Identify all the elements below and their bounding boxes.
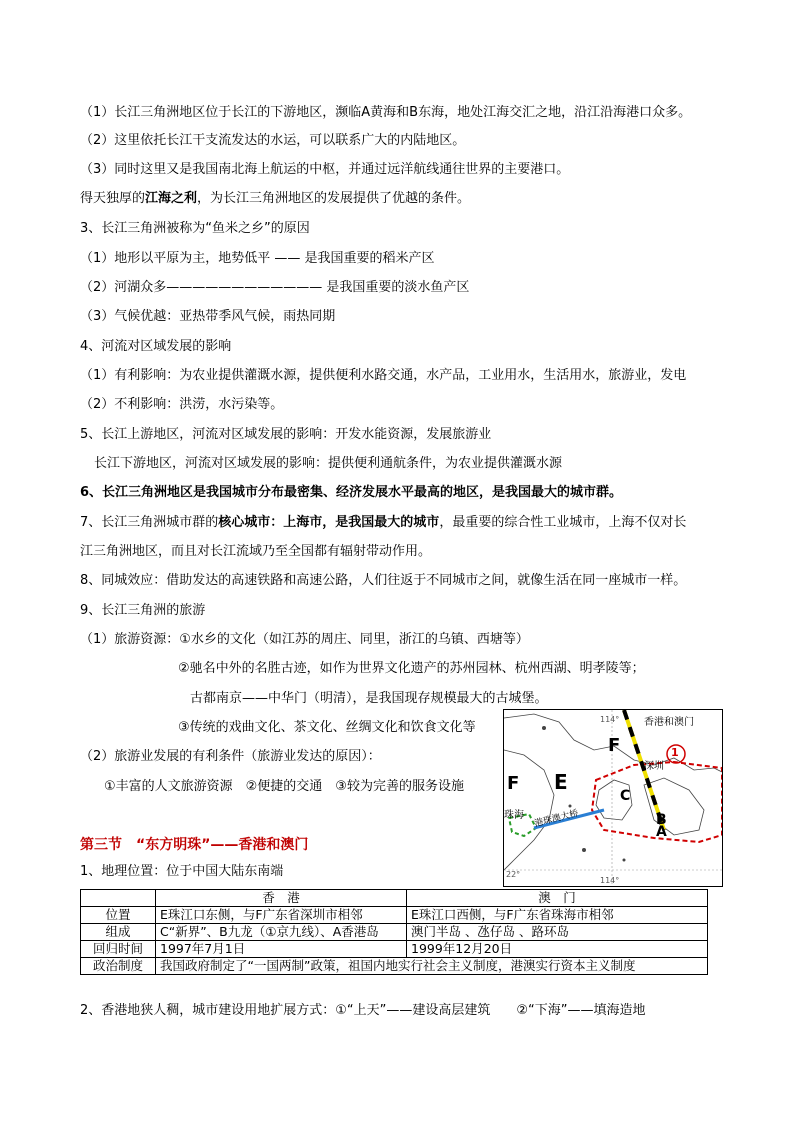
table-header: 澳 门: [407, 890, 708, 907]
map-title: 香港和澳门: [644, 717, 694, 728]
table-cell: 回归时间: [81, 941, 156, 958]
table-row: [81, 907, 708, 924]
table-cell: 澳门半岛 、氹仔岛 、路环岛: [407, 924, 708, 941]
table-cell: E珠江口西侧，与F广东省珠海市相邻: [407, 907, 708, 924]
table-cell: E珠江口东侧，与F广东省深圳市相邻: [156, 907, 407, 924]
text-line: （2）旅游业发展的有利条件（旅游业发达的原因）：: [80, 749, 381, 764]
table-row: [81, 924, 708, 941]
text-line: （3）气候优越：亚热带季风气候，雨热同期: [80, 309, 336, 324]
heading-9: 9、长江三角洲的旅游: [80, 603, 206, 618]
heading-6: 6、长江三角洲地区是我国城市分布最密集、经济发展水平最高的地区，是我国最大的城市群。: [80, 485, 623, 500]
text-line: 江三角洲地区，而且对长江流域乃至全国都有辐射带动作用。: [80, 544, 432, 559]
text-line: （2）不利影响：洪涝，水污染等。: [80, 397, 284, 412]
text-line: （1）地形以平原为主，地势低平 —— 是我国重要的稻米产区: [80, 251, 435, 266]
label-F: F: [507, 773, 520, 794]
text-line: 8、同城效应：借助发达的高速铁路和高速公路，人们往返于不同城市之间，就像生活在同一座城市一样。: [80, 573, 687, 588]
hk-macau-map: [503, 709, 723, 887]
longitude-label: 114°: [600, 876, 620, 885]
table-cell: 1999年12月20日: [407, 941, 708, 958]
table-cell: 1997年7月1日: [156, 941, 407, 958]
text-line: （2）这里依托长江干支流发达的水运，可以联系广大的内陆地区。: [80, 133, 466, 148]
hk-macau-table: [80, 889, 708, 975]
label-E: E: [554, 770, 568, 794]
table-cell: 位置: [81, 907, 156, 924]
text-line: ②驰名中外的名胜古迹，如作为世界文化遗产的苏州园林、杭州西湖、明孝陵等；: [178, 661, 645, 676]
table-row: [81, 958, 708, 975]
table-row: [81, 941, 708, 958]
text-line: 7、长江三角洲城市群的核心城市：上海市，是我国最大的城市，最重要的综合性工业城市，上海不仅对长: [80, 515, 687, 530]
heading-3: 3、长江三角洲被称为“鱼米之乡”的原因: [80, 221, 310, 236]
table-cell: C“新界”、B九龙（①京九线）、A香港岛: [156, 924, 407, 941]
table-cell: [81, 890, 156, 907]
text-line: ①丰富的人文旅游资源 ②便捷的交通 ③较为完善的服务设施: [104, 779, 464, 794]
label-F: F: [608, 735, 621, 756]
zhuhai-label: 珠海: [504, 810, 524, 821]
circle-1-label: 1: [671, 746, 679, 759]
label-B: B: [656, 812, 667, 828]
text-line: （1）旅游资源：①水乡的文化（如江苏的周庄、同里，浙江的乌镇、西塘等）: [80, 632, 529, 647]
label-C: C: [620, 788, 631, 804]
shenzhen-label: 深圳: [644, 761, 664, 772]
table-cell: 我国政府制定了“一国两制”政策，祖国内地实行社会主义制度，港澳实行资本主义制度: [156, 958, 708, 975]
text-line: ③传统的戏曲文化、茶文化、丝绸文化和饮食文化等: [178, 720, 476, 735]
bridge-label: 港珠澳大桥: [533, 808, 580, 830]
text-line: （1）有利影响：为农业提供灌溉水源，提供便利水路交通，水产品，工业用水，生活用水，旅游业，发电: [80, 368, 687, 383]
text-line: 1、地理位置：位于中国大陆东南端: [80, 864, 284, 879]
table-cell: 政治制度: [81, 958, 156, 975]
table-header-row: [81, 890, 708, 907]
latitude-label: 22°: [506, 870, 521, 879]
section-title: 第三节 “东方明珠”——香港和澳门: [80, 837, 309, 853]
text-line: 得天独厚的江海之利，为长江三角洲地区的发展提供了优越的条件。: [80, 191, 471, 206]
table-cell: 组成: [81, 924, 156, 941]
text-line: （3）同时这里又是我国南北海上航运的中枢，并通过远洋航线通往世界的主要港口。: [80, 162, 570, 177]
heading-5: 5、长江上游地区，河流对区域发展的影响：开发水能资源，发展旅游业: [80, 427, 492, 442]
longitude-label: 114°: [600, 715, 620, 724]
heading-4: 4、河流对区域发展的影响: [80, 339, 232, 354]
text-line: （1）长江三角洲地区位于长江的下游地区，濒临A黄海和B东海，地处江海交汇之地，沿江沿海港口众多。: [80, 105, 692, 120]
text-line: 古都南京——中华门（明清），是我国现存规模最大的古城堡。: [190, 691, 548, 706]
label-A: A: [656, 824, 667, 840]
table-header: 香 港: [156, 890, 407, 907]
text-line: （2）河湖众多———————————— 是我国重要的淡水鱼产区: [80, 280, 470, 295]
text-line: 长江下游地区，河流对区域发展的影响：提供便利通航条件，为农业提供灌溉水源: [94, 456, 563, 471]
text-line: 2、香港地狭人稠，城市建设用地扩展方式：①“上天”——建设高层建筑 ②“下海”——填海造地: [80, 1003, 646, 1018]
